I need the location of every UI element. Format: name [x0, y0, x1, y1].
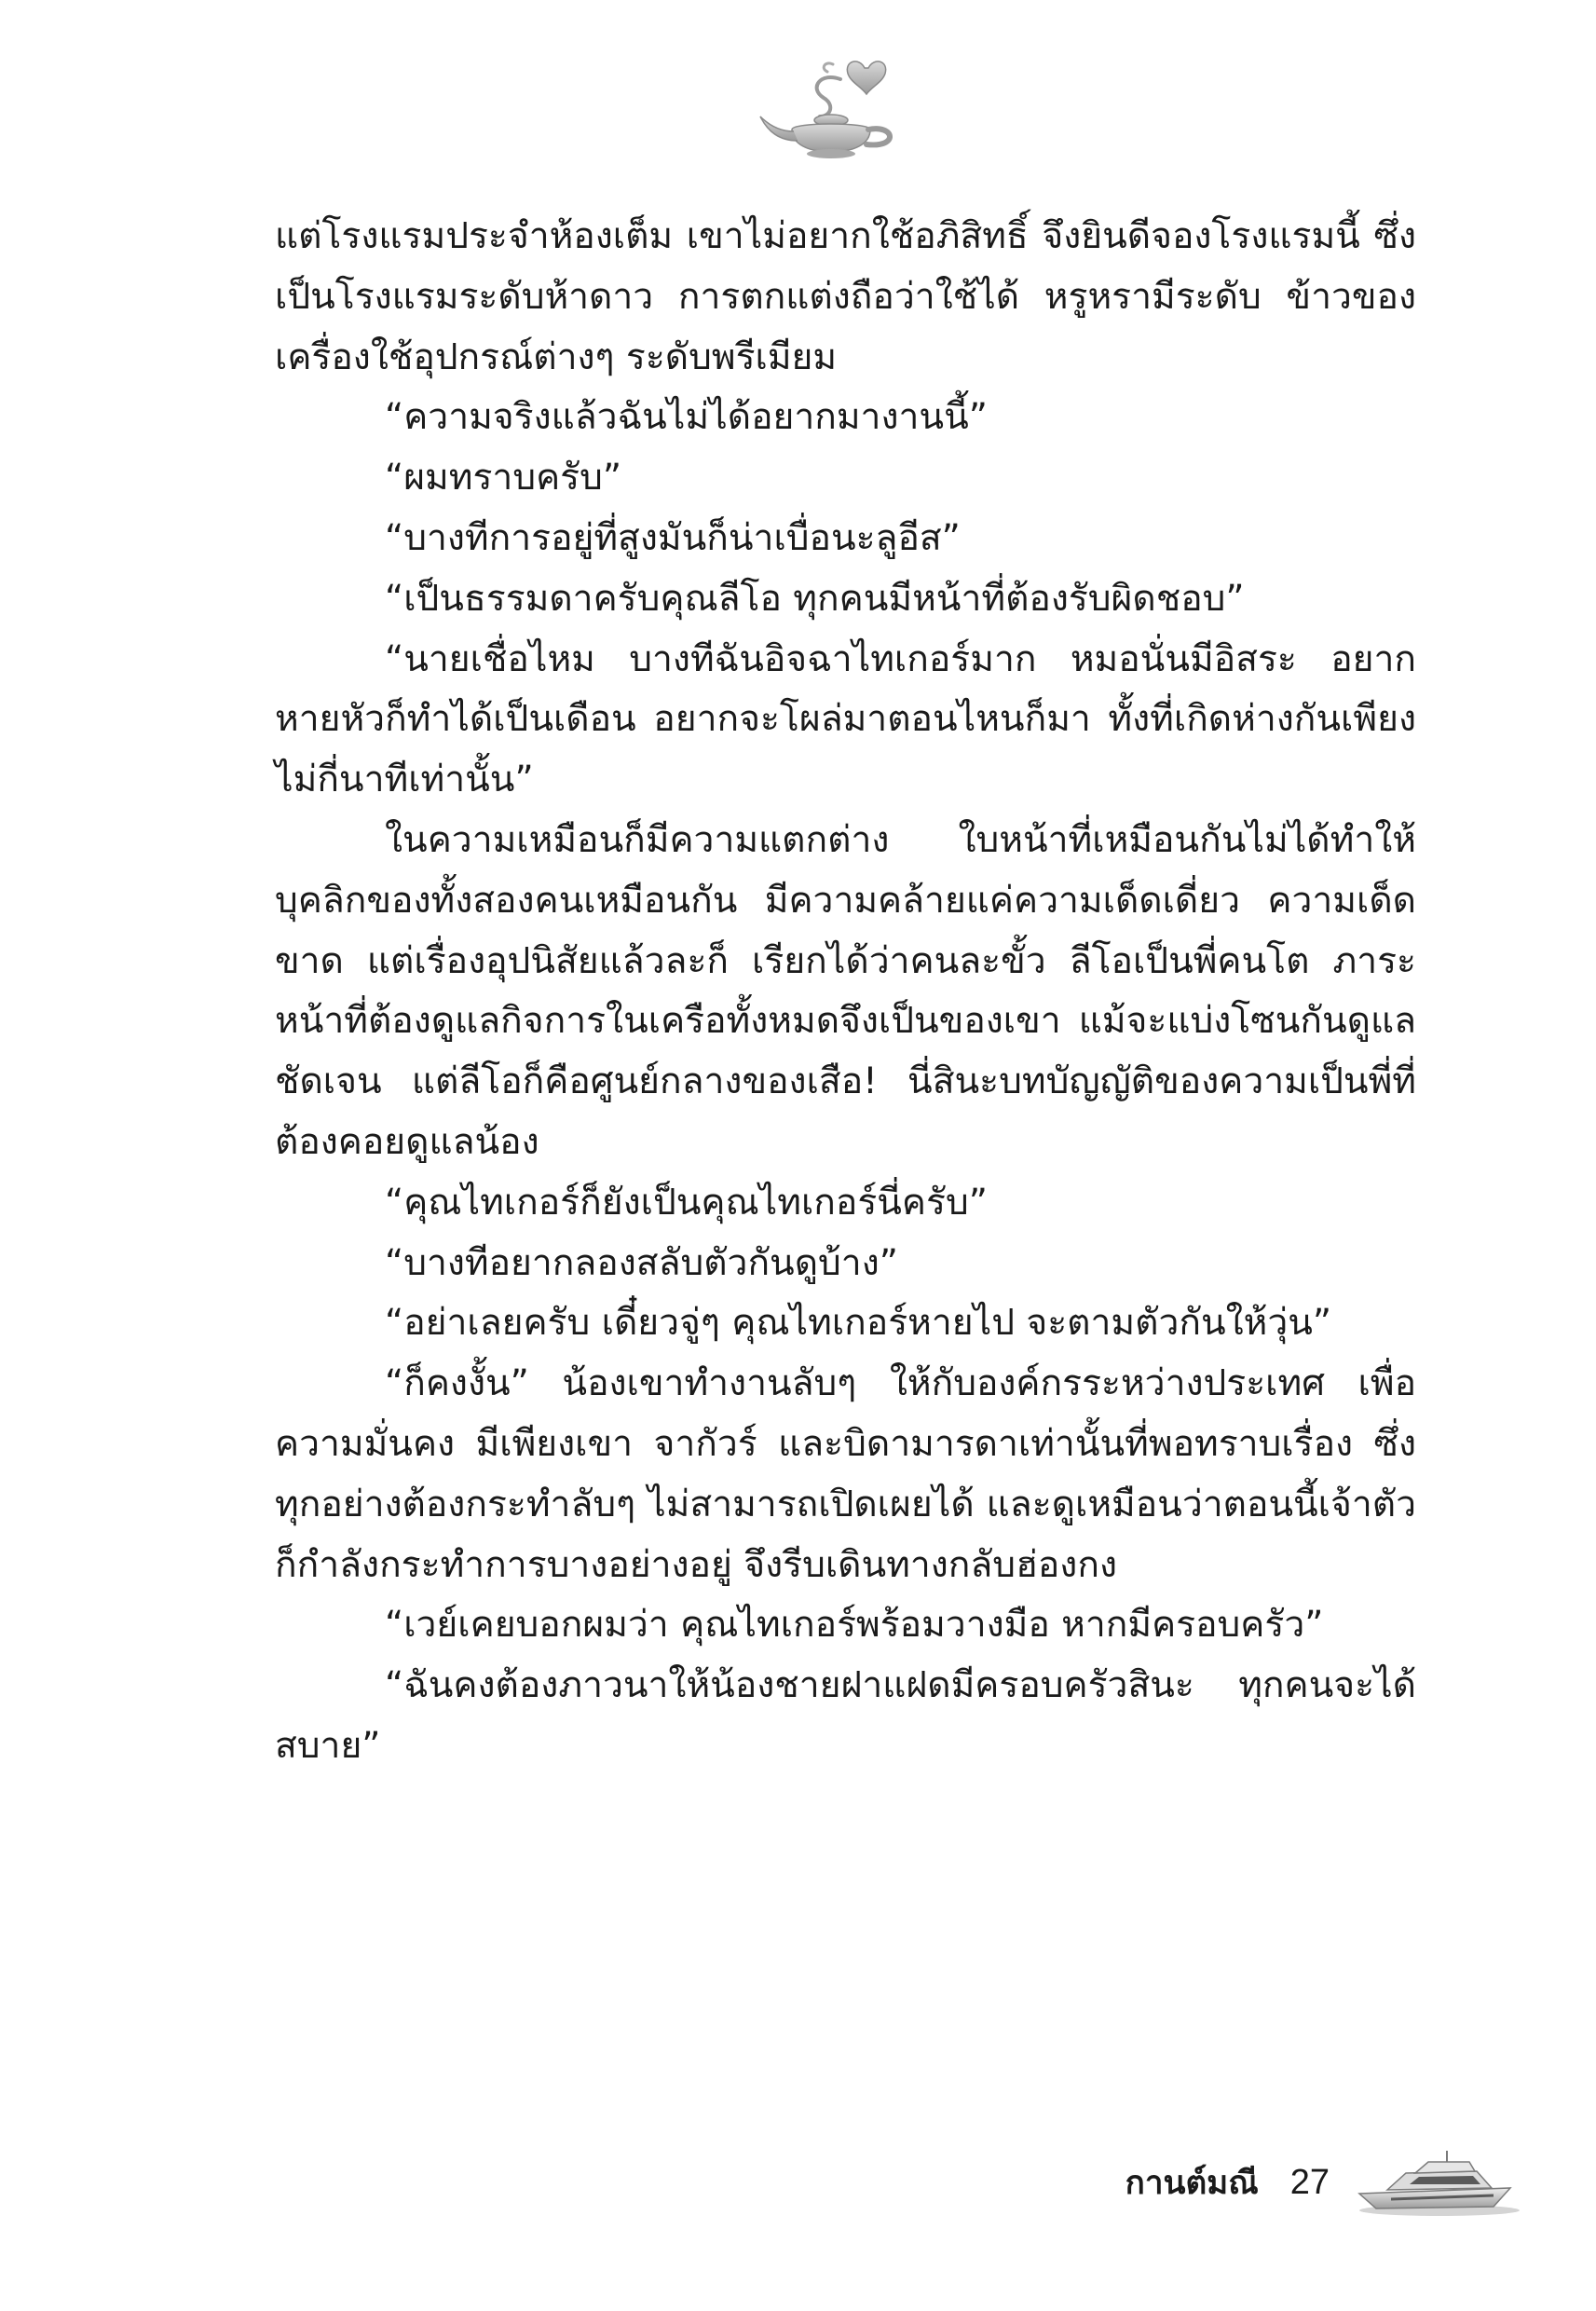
paragraph: “บางทีอยากลองสลับตัวกันดูบ้าง”: [385, 1241, 898, 1284]
teapot-ornament-icon: [755, 51, 913, 163]
paragraph: “คุณไทเกอร์ก็ยังเป็นคุณไทเกอร์นี่ครับ”: [385, 1181, 988, 1224]
paragraph: แต่โรงแรมประจำห้องเต็ม เขาไม่อยากใช้อภิสิทธิ์ จึงยินดีจองโรงแรมนี้ ซึ่งเป็นโรงแรมระดับห้าดาว การตกแต่งถือว่าใช้ได้ หรูหรามีระดับ ข้าวของเครื่องใช้อุปกรณ์ต่างๆ ระดับพรีเมียม: [275, 215, 1416, 378]
body-text: [275, 207, 1416, 1777]
paragraph: “ผมทราบครับ”: [385, 457, 622, 499]
paragraph: ในความเหมือนก็มีความแตกต่าง ใบหน้าที่เหมือนกันไม่ได้ทำให้บุคลิกของทั้งสองคนเหมือนกัน มีความคล้ายแค่ความเด็ดเดี่ยว ความเด็ดขาด แต่เรื่องอุปนิสัยแล้วละก็ เรียกได้ว่าคนละขั้ว ลีโอเป็นพี่คนโต ภาระหน้าที่ต้องดูแลกิจการในเครือทั้งหมดจึงเป็นของเขา แม้จะแบ่งโซนกันดูแลชัดเจน แต่ลีโอก็คือศูนย์กลางของเสือ! นี่สินะบทบัญญัติของความเป็นพี่ที่ต้องคอยดูแลน้อง: [275, 818, 1416, 1163]
book-title: กานต์มณี: [1125, 2164, 1259, 2202]
paragraph: “อย่าเลยครับ เดี๋ยวจู่ๆ คุณไทเกอร์หายไป จะตามตัวกันให้วุ่น”: [385, 1302, 1332, 1345]
paragraph: “นายเชื่อไหม บางทีฉันอิจฉาไทเกอร์มาก หมอนั่นมีอิสระ อยากหายหัวก็ทำได้เป็นเดือน อยากจะโผล่มาตอนไหนก็มา ทั้งที่เกิดห่างกันเพียงไม่กี่นาทีเท่านั้น”: [275, 637, 1416, 801]
paragraph: “ความจริงแล้วฉันไม่ได้อยากมางานนี้”: [385, 396, 988, 439]
page-footer: [1125, 2136, 1521, 2229]
paragraph: “บางทีการอยู่ที่สูงมันก็น่าเบื่อนะลูอีส”: [385, 516, 961, 559]
paragraph: “เป็นธรรมดาครับคุณลีโอ ทุกคนมีหน้าที่ต้องรับผิดชอบ”: [385, 577, 1245, 620]
paragraph: “ก็คงงั้น” น้องเขาทำงานลับๆ ให้กับองค์กรระหว่างประเทศ เพื่อความมั่นคง มีเพียงเขา จากัวร์ และบิดามารดาเท่านั้นที่พอทราบเรื่อง ซึ่งทุกอย่างต้องกระทำลับๆ ไม่สามารถเปิดเผยได้ และดูเหมือนว่าตอนนี้เจ้าตัวก็กำลังกระทำการบางอย่างอยู่ จึงรีบเดินทางกลับฮ่องกง: [275, 1362, 1416, 1586]
paragraph: “ฉันคงต้องภาวนาให้น้องชายฝาแฝดมีครอบครัวสินะ ทุกคนจะได้สบาย”: [275, 1664, 1416, 1767]
paragraph: “เวย์เคยบอกผมว่า คุณไทเกอร์พร้อมวางมือ หากมีครอบครัว”: [385, 1604, 1324, 1647]
yacht-icon: [1354, 2145, 1521, 2220]
page-number: 27: [1289, 2162, 1330, 2202]
